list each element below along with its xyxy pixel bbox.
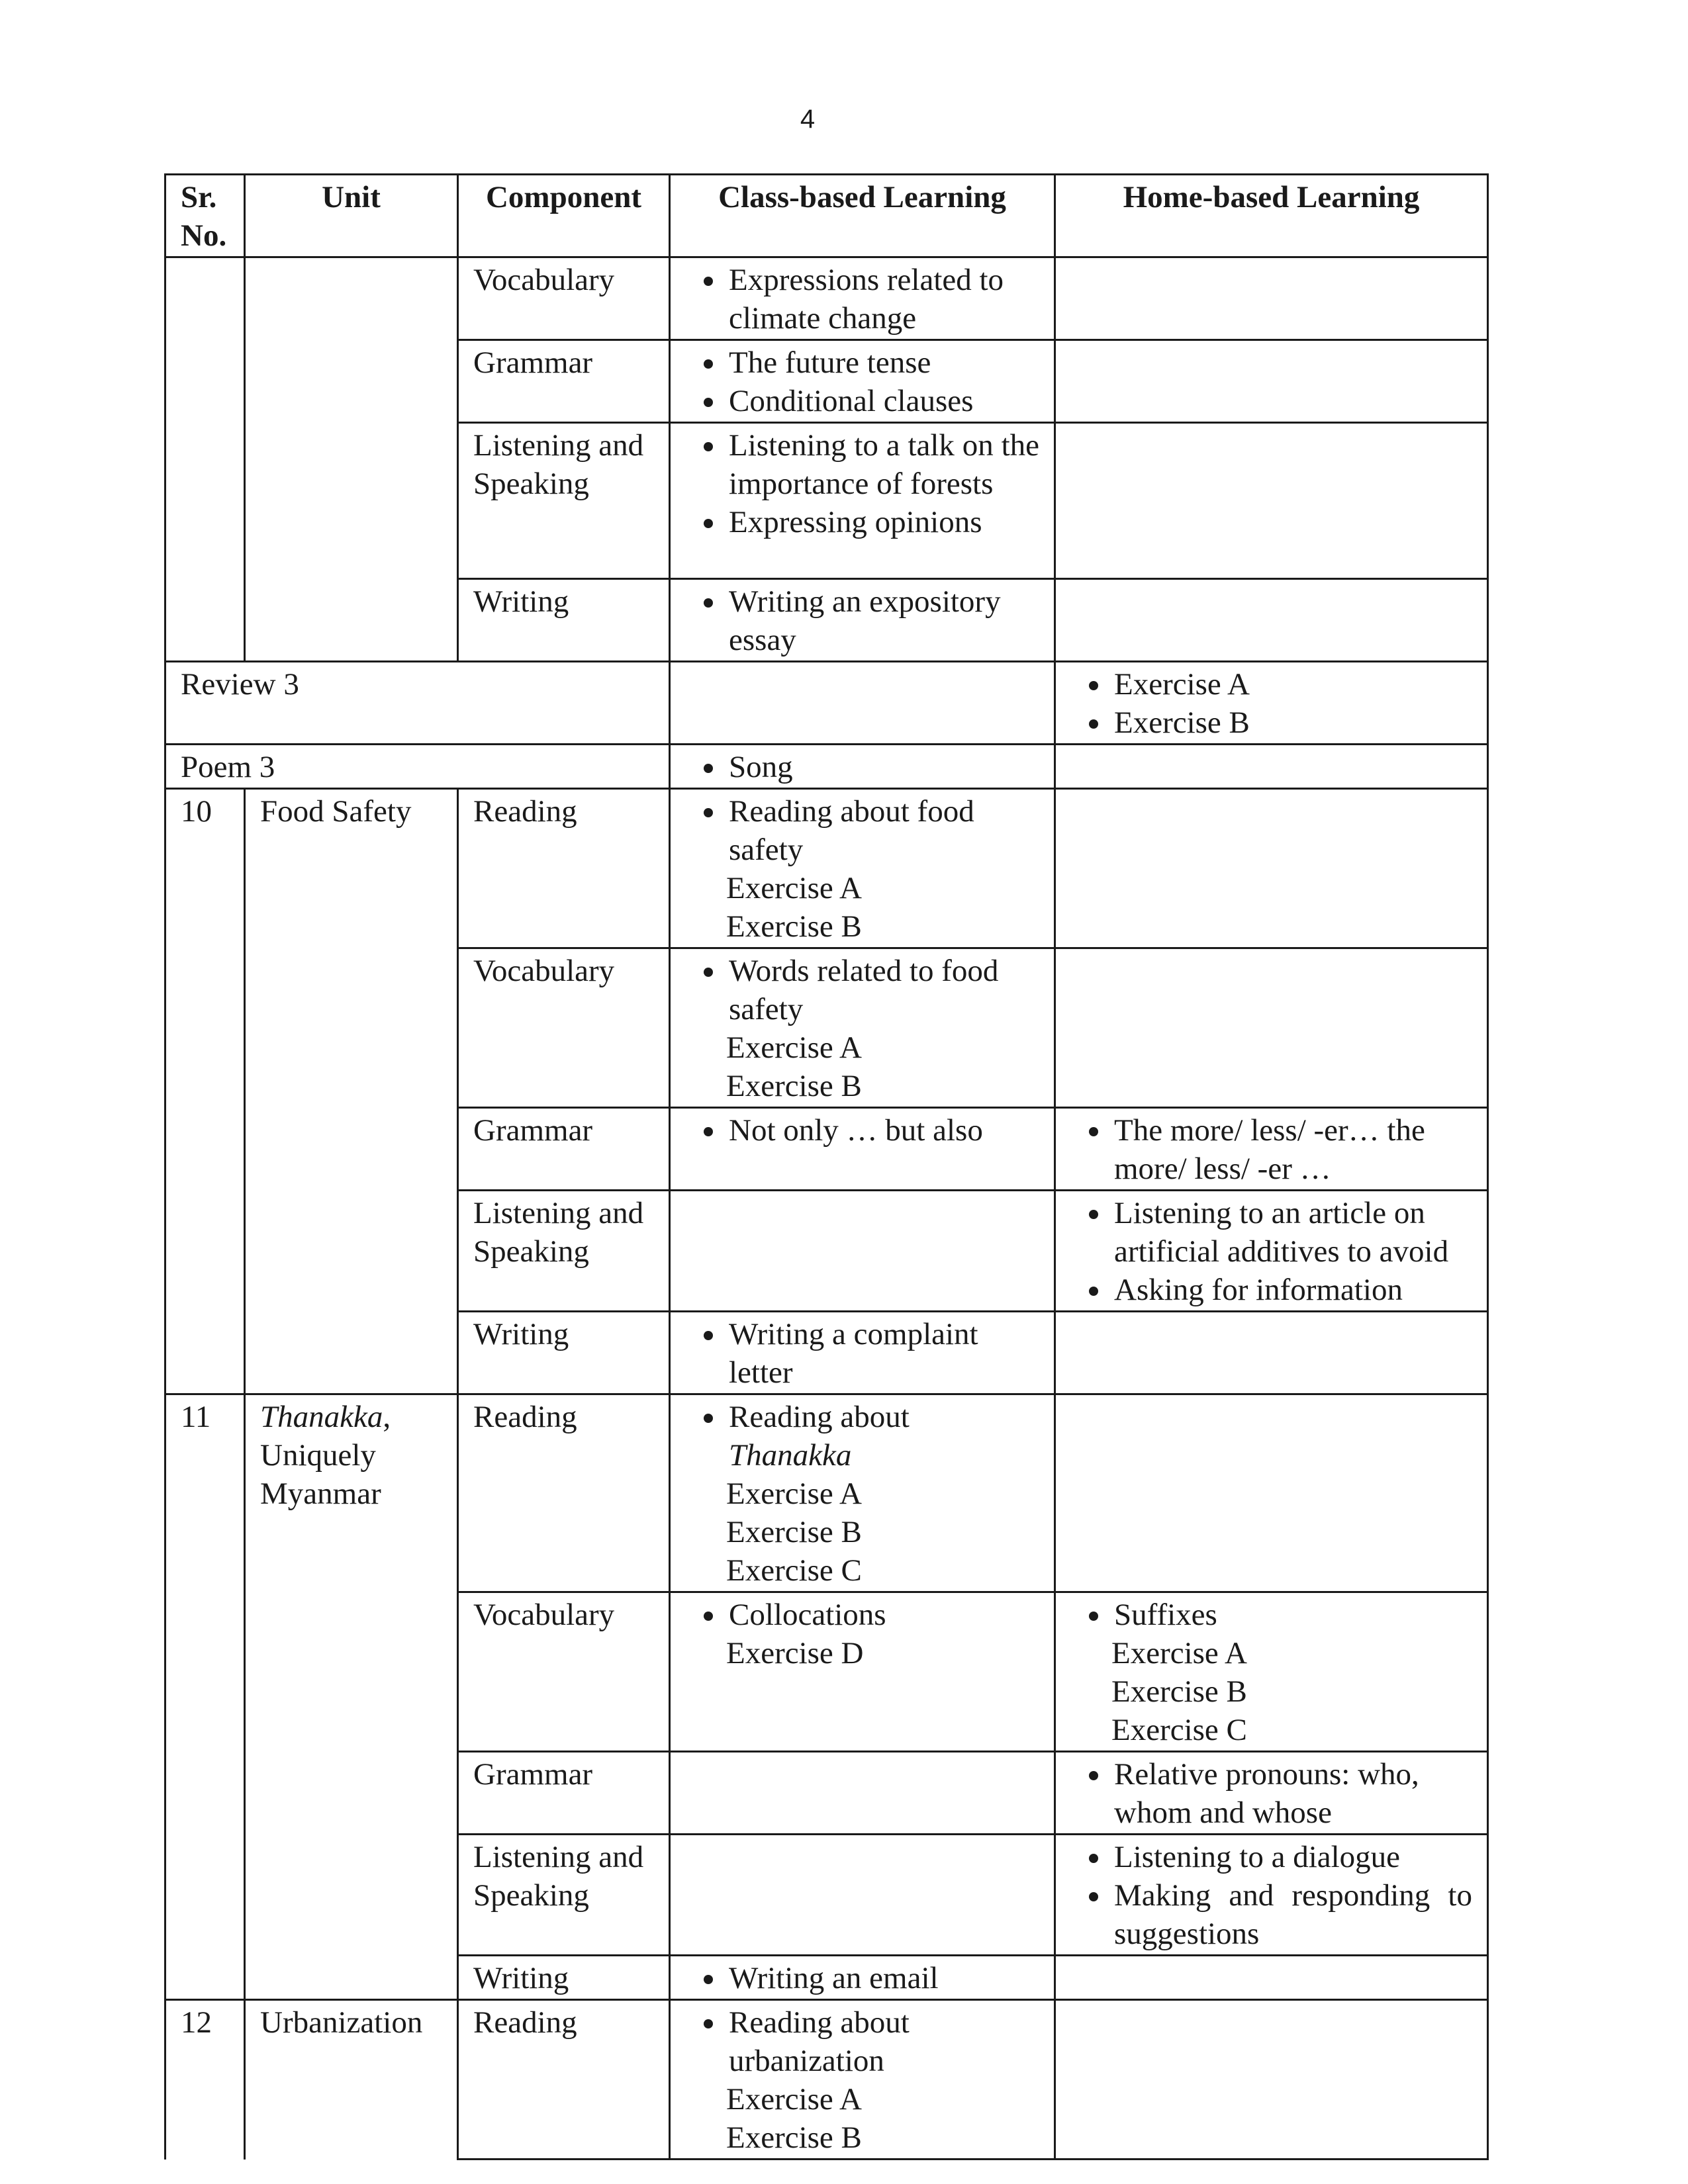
header-class-based: Class-based Learning bbox=[670, 175, 1055, 257]
home-cell bbox=[1055, 1394, 1488, 1592]
component-cell: Reading bbox=[458, 789, 670, 948]
class-cell bbox=[670, 1312, 1055, 1394]
class-cell bbox=[670, 2000, 1055, 2160]
component-cell: Vocabulary bbox=[458, 948, 670, 1108]
table-row bbox=[165, 745, 1488, 789]
list-item: • Reading about food safety bbox=[726, 792, 1039, 869]
exercise-label: Exercise A bbox=[726, 1030, 862, 1065]
poem-label: Poem 3 bbox=[165, 745, 670, 789]
home-cell bbox=[1055, 745, 1488, 789]
exercise-label: Exercise D bbox=[726, 1636, 864, 1670]
unit-cell: Urbanization bbox=[245, 2000, 458, 2160]
class-cell bbox=[670, 579, 1055, 662]
list-item: • Writing an expository essay bbox=[726, 582, 1039, 659]
table-row bbox=[165, 662, 1488, 745]
class-cell bbox=[670, 1956, 1055, 2000]
home-cell bbox=[1055, 2000, 1488, 2160]
exercise-label: Exercise A bbox=[726, 1477, 862, 1511]
list-item: • Making and responding to suggestions bbox=[1111, 1876, 1472, 1953]
table-row bbox=[165, 2000, 1488, 2160]
list-item: • Conditional clauses bbox=[726, 382, 1039, 420]
class-cell bbox=[670, 1394, 1055, 1592]
header-home-based: Home-based Learning bbox=[1055, 175, 1488, 257]
list-item: • Writing an email bbox=[726, 1959, 1039, 1997]
home-cell bbox=[1055, 579, 1488, 662]
component-cell: Vocabulary bbox=[458, 1592, 670, 1752]
list-item: • Reading about urbanization bbox=[726, 2003, 1039, 2080]
unit-cell: Food Safety bbox=[245, 789, 458, 1394]
list-item: • Relative pronouns: who, whom and whose bbox=[1111, 1755, 1472, 1832]
list-item: • The more/ less/ -er… the more/ less/ -er … bbox=[1111, 1111, 1472, 1188]
exercise-label: Exercise A bbox=[726, 2082, 862, 2116]
list-item-text: Reading about bbox=[729, 1400, 910, 1434]
list-item: • Listening to a dialogue bbox=[1111, 1838, 1472, 1876]
home-cell bbox=[1055, 662, 1488, 745]
component-cell: Grammar bbox=[458, 1108, 670, 1191]
list-item: • Words related to food safety bbox=[726, 952, 1039, 1028]
home-cell bbox=[1055, 1752, 1488, 1835]
component-cell: Listening and Speaking bbox=[458, 1191, 670, 1312]
home-cell bbox=[1055, 948, 1488, 1108]
list-item: • Collocations bbox=[726, 1596, 1039, 1634]
unit-name-italic: Thanakka bbox=[260, 1400, 383, 1434]
exercise-label: Exercise A bbox=[1111, 1636, 1247, 1670]
syllabus-table bbox=[164, 173, 1489, 2160]
class-cell bbox=[670, 1108, 1055, 1191]
list-item-italic: Thanakka bbox=[729, 1438, 852, 1473]
class-cell bbox=[670, 948, 1055, 1108]
home-cell bbox=[1055, 1108, 1488, 1191]
exercise-label: Exercise B bbox=[726, 2120, 862, 2155]
list-item bbox=[726, 1398, 1039, 1475]
sr-cell: 11 bbox=[165, 1394, 245, 2000]
list-item: • Not only … but also bbox=[726, 1111, 1039, 1150]
list-item: • Listening to an article on artificial additives to avoid bbox=[1111, 1194, 1472, 1271]
home-cell bbox=[1055, 789, 1488, 948]
home-cell bbox=[1055, 257, 1488, 340]
list-item: • Expressing opinions bbox=[726, 503, 1039, 541]
component-cell: Writing bbox=[458, 579, 670, 662]
component-cell: Writing bbox=[458, 1956, 670, 2000]
exercise-label: Exercise B bbox=[726, 1069, 862, 1103]
sr-cell: 10 bbox=[165, 789, 245, 1394]
component-cell: Reading bbox=[458, 1394, 670, 1592]
home-cell bbox=[1055, 1956, 1488, 2000]
class-cell bbox=[670, 745, 1055, 789]
list-item: • Asking for information bbox=[1111, 1271, 1472, 1309]
class-cell bbox=[670, 1752, 1055, 1835]
sr-cell-empty bbox=[165, 257, 245, 662]
header-component: Component bbox=[458, 175, 670, 257]
component-cell: Vocabulary bbox=[458, 257, 670, 340]
exercise-label: Exercise B bbox=[1111, 1674, 1247, 1709]
class-cell bbox=[670, 423, 1055, 579]
list-item: • Exercise B bbox=[1111, 704, 1472, 742]
class-cell bbox=[670, 1835, 1055, 1956]
class-cell bbox=[670, 340, 1055, 423]
home-cell bbox=[1055, 1835, 1488, 1956]
list-item: • Suffixes bbox=[1111, 1596, 1472, 1634]
list-item: • The future tense bbox=[726, 343, 1039, 382]
list-item: • Listening to a talk on the importance of forests bbox=[726, 426, 1039, 503]
component-cell: Listening and Speaking bbox=[458, 423, 670, 579]
review-label: Review 3 bbox=[165, 662, 670, 745]
list-item: • Exercise A bbox=[1111, 665, 1472, 704]
table-row bbox=[165, 257, 1488, 340]
home-cell bbox=[1055, 1592, 1488, 1752]
list-item: • Writing a complaint letter bbox=[726, 1315, 1039, 1392]
list-item: • Song bbox=[726, 748, 1039, 786]
exercise-label: Exercise B bbox=[726, 1515, 862, 1549]
list-item: • Expressions related to climate change bbox=[726, 261, 1039, 338]
unit-name-rest: , Uniquely Myanmar bbox=[260, 1400, 391, 1511]
table-header-row bbox=[165, 175, 1488, 257]
header-sr-no: Sr. No. bbox=[165, 175, 245, 257]
component-cell: Reading bbox=[458, 2000, 670, 2160]
table-row bbox=[165, 1394, 1488, 1592]
component-cell: Writing bbox=[458, 1312, 670, 1394]
exercise-label: Exercise C bbox=[726, 1553, 862, 1588]
component-cell: Grammar bbox=[458, 1752, 670, 1835]
class-cell bbox=[670, 1191, 1055, 1312]
class-cell bbox=[670, 789, 1055, 948]
class-cell bbox=[670, 662, 1055, 745]
table-row bbox=[165, 789, 1488, 948]
unit-cell bbox=[245, 1394, 458, 2000]
home-cell bbox=[1055, 1312, 1488, 1394]
sr-cell: 12 bbox=[165, 2000, 245, 2160]
exercise-label: Exercise C bbox=[1111, 1713, 1247, 1747]
header-unit: Unit bbox=[245, 175, 458, 257]
class-cell bbox=[670, 1592, 1055, 1752]
component-cell: Grammar bbox=[458, 340, 670, 423]
exercise-label: Exercise B bbox=[726, 909, 862, 944]
home-cell bbox=[1055, 1191, 1488, 1312]
component-cell: Listening and Speaking bbox=[458, 1835, 670, 1956]
page-number: 4 bbox=[800, 105, 816, 134]
unit-cell-empty bbox=[245, 257, 458, 662]
home-cell bbox=[1055, 340, 1488, 423]
class-cell bbox=[670, 257, 1055, 340]
exercise-label: Exercise A bbox=[726, 871, 862, 905]
home-cell bbox=[1055, 423, 1488, 579]
